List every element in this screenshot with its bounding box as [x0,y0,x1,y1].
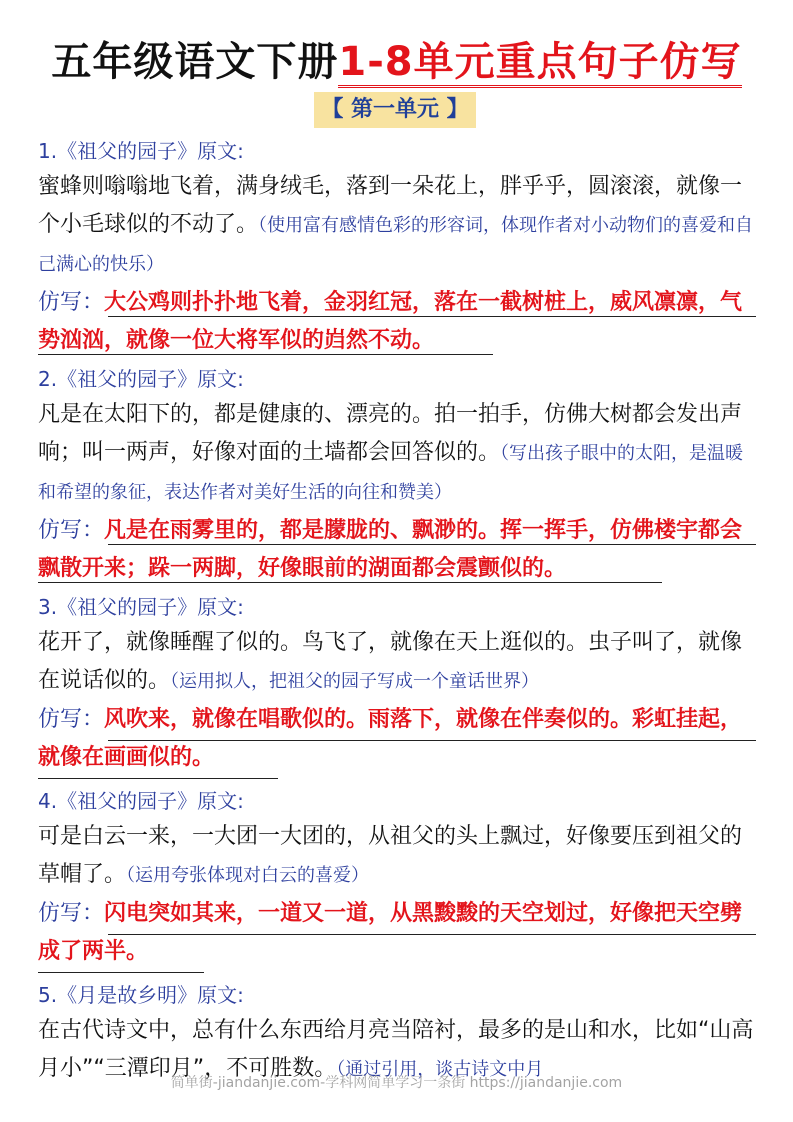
analysis-note: （使用富有感情色彩的形容词，体现作者对小动物们的喜爱和自己满心的快乐） [38,215,754,275]
item-3 [38,590,760,777]
original-text [38,168,760,284]
original-text [38,396,760,512]
underline [38,778,278,779]
imitation-label: 仿写： [38,290,105,315]
title-part-black: 五年级语文下册 [51,39,339,85]
page-title [0,30,793,87]
original-sentence: 在古代诗文中，总有什么东西给月亮当陪衬，最多的是山和水，比如“山高月小”“三潭印月”，不可胜数。 [38,1018,754,1081]
title-part-red: 1-8单元重点句子仿写 [338,39,741,88]
imitation-text [38,512,760,588]
original-sentence: 花开了，就像睡醒了似的。鸟飞了，就像在天上逛似的。虫子叫了，就像在说话似的。 [38,630,743,693]
item-heading: 3.《祖父的园子》原文: [38,595,244,619]
imitation-sentence: 风吹来，就像在唱歌似的。雨落下，就像在伴奏似的。彩虹挂起，就像在画画似的。 [38,707,743,770]
imitation-text [38,895,760,971]
underline [108,934,756,935]
imitation-sentence: 闪电突如其来，一道又一道，从黑黢黢的天空划过，好像把天空劈成了两半。 [38,901,743,964]
original-sentence: 可是白云一来，一大团一大团的，从祖父的头上飘过，好像要压到祖父的草帽了。 [38,824,743,887]
imitation-label: 仿写： [38,518,105,543]
original-sentence: 凡是在太阳下的，都是健康的、漂亮的。拍一拍手，仿佛大树都会发出声响；叫一两声，好像对面的土墙都会回答似的。 [38,402,743,465]
imitation-sentence: 凡是在雨雾里的，都是朦胧的、飘渺的。挥一挥手，仿佛楼宇都会飘散开来；跺一两脚，好像眼前的湖面都会震颤似的。 [38,518,743,581]
original-text [38,624,760,701]
item-heading: 5.《月是故乡明》原文: [38,983,244,1007]
underline [108,316,756,317]
item-heading: 2.《祖父的园子》原文: [38,367,244,391]
imitation-text [38,701,760,777]
underline [38,972,204,973]
imitation-text [38,284,760,360]
analysis-note: （通过引用，谈古诗文中月 [336,1059,544,1080]
original-text [38,818,760,895]
analysis-note: （运用拟人，把祖父的园子写成一个童话世界） [170,671,540,692]
item-1 [38,134,760,360]
imitation-label: 仿写： [38,707,105,732]
underline [38,582,662,583]
watermark-text: 简单街-jiandanjie.com-学科网简单学习一条街 https://jiandanjie.com [170,1075,623,1091]
item-4 [38,784,760,971]
analysis-note: （运用夸张体现对白云的喜爱） [126,865,370,886]
item-heading: 1.《祖父的园子》原文: [38,139,244,163]
underline [38,354,493,355]
underline [108,544,756,545]
imitation-sentence: 大公鸡则扑扑地飞着，金羽红冠，落在一截树桩上，威风凛凛，气势汹汹，就像一位大将军似的岿然不动。 [38,290,743,353]
item-heading: 4.《祖父的园子》原文: [38,789,244,813]
original-sentence: 蜜蜂则嗡嗡地飞着，满身绒毛，落到一朵花上，胖乎乎，圆滚滚，就像一个小毛球似的不动了。 [38,174,743,237]
analysis-note: （写出孩子眼中的太阳，是温暖和希望的象征，表达作者对美好生活的向往和赞美） [38,443,744,503]
item-2 [38,362,760,588]
unit-badge: 【 第一单元 】 [314,92,476,128]
imitation-label: 仿写： [38,901,105,926]
underline [108,740,756,741]
